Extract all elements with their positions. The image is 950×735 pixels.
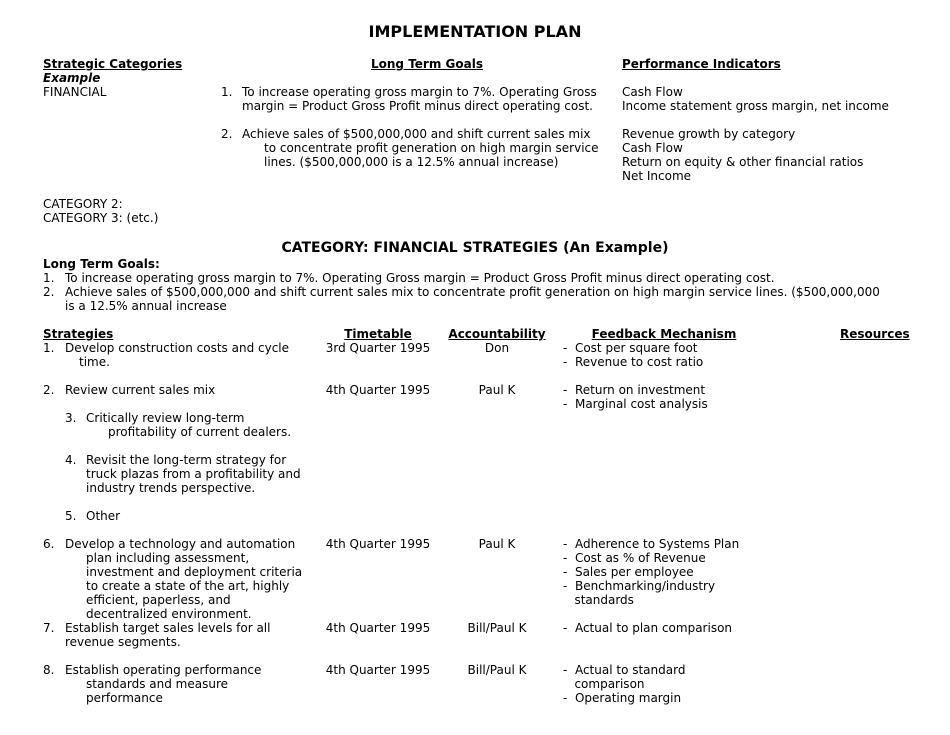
strategy-timetable: 4th Quarter 1995 [325,663,431,677]
strategy-number: 1. [43,341,55,355]
strategy-text-line: decentralized environment. [86,607,252,621]
strategy-timetable: 4th Quarter 1995 [325,383,431,397]
goal-text-line: to concentrate profit generation on high margin service [264,141,599,155]
feedback-item: - Marginal cost analysis [563,397,708,411]
col-header-resources: Resources [840,327,910,341]
feedback-item: - Actual to standard [563,663,686,677]
strategy-accountability: Don [484,341,510,355]
header-long-term-goals: Long Term Goals [371,57,483,71]
strategy-text-line: standards and measure [86,677,229,691]
col-header-strategies: Strategies [43,327,114,341]
strategy-number: 8. [43,663,55,677]
category-title: CATEGORY: FINANCIAL STRATEGIES (An Example) [281,240,669,256]
strategy-text-line: time. [79,355,110,369]
strategy-text-line: plan including assessment, [86,551,250,565]
strategy-text-line: Review current sales mix [65,383,216,397]
strategy-text-line: Establish operating performance [65,663,262,677]
indicator-item: Cash Flow [622,141,683,155]
strategy-timetable: 3rd Quarter 1995 [325,341,431,355]
feedback-item: - Cost per square foot [563,341,698,355]
col-header-feedback: Feedback Mechanism [591,327,737,341]
feedback-item: - Actual to plan comparison [563,621,733,635]
strategy-text-line: Revisit the long-term strategy for [86,453,287,467]
col-header-timetable: Timetable [344,327,412,341]
goal-text-line: To increase operating gross margin to 7%. Operating Gross [242,85,597,99]
strategy-number: 7. [43,621,55,635]
strategy-text-line: investment and deployment criteria [86,565,303,579]
strategy-text-line: Critically review long-term [86,411,245,425]
strategy-accountability: Paul K [478,537,516,551]
feedback-item: comparison [563,677,645,691]
feedback-item: - Cost as % of Revenue [563,551,706,565]
goal-text-line: lines. ($500,000,000 is a 12.5% annual increase) [264,155,559,169]
ltg-text-line: To increase operating gross margin to 7%. Operating Gross margin = Product Gross Profit minus direct operating cost. [65,271,775,285]
feedback-item: - Benchmarking/industry [563,579,716,593]
feedback-item: standards [563,593,634,607]
strategy-text-line: industry trends perspective. [86,481,256,495]
indicator-item: Return on equity & other financial ratios [622,155,864,169]
page-title: IMPLEMENTATION PLAN [368,22,582,41]
goal-number: 2. [221,127,233,141]
strategy-text-line: efficient, paperless, and [86,593,231,607]
strategy-timetable: 4th Quarter 1995 [325,621,431,635]
col-header-accountability: Accountability [448,327,546,341]
indicator-item: Income statement gross margin, net income [622,99,889,113]
strategy-text-line: Develop a technology and automation [65,537,296,551]
feedback-item: - Return on investment [563,383,706,397]
feedback-item: - Revenue to cost ratio [563,355,704,369]
strategy-number: 4. [65,453,77,467]
indicator-item: Net Income [622,169,692,183]
long-term-goals-label: Long Term Goals: [43,257,160,271]
strategy-accountability: Bill/Paul K [467,663,527,677]
strategy-text-line: revenue segments. [65,635,181,649]
ltg-number: 2. [43,285,55,299]
goal-number: 1. [221,85,233,99]
strategy-accountability: Bill/Paul K [467,621,527,635]
indicator-item: Revenue growth by category [622,127,796,141]
financial-label: FINANCIAL [43,85,107,99]
goal-text-line: margin = Product Gross Profit minus direct operating cost. [242,99,593,113]
strategy-number: 6. [43,537,55,551]
category-2-label: CATEGORY 2: [43,197,123,211]
feedback-item: - Operating margin [563,691,682,705]
strategy-accountability: Paul K [478,383,516,397]
strategy-text-line: profitability of current dealers. [108,425,292,439]
strategy-text-line: truck plazas from a profitability and [86,467,301,481]
category-3-label: CATEGORY 3: (etc.) [43,211,159,225]
header-performance-indicators: Performance Indicators [622,57,781,71]
strategy-number: 3. [65,411,77,425]
goal-text-line: Achieve sales of $500,000,000 and shift current sales mix [242,127,591,141]
ltg-number: 1. [43,271,55,285]
feedback-item: - Adherence to Systems Plan [563,537,740,551]
header-strategic-categories: Strategic Categories [43,57,183,71]
strategy-text-line: to create a state of the art, highly [86,579,290,593]
ltg-text-line: Achieve sales of $500,000,000 and shift current sales mix to concentrate profit generation on high margin service lines. ($500,000,000 [65,285,880,299]
strategy-number: 2. [43,383,55,397]
strategy-text-line: Develop construction costs and cycle [65,341,290,355]
strategy-number: 5. [65,509,77,523]
example-label: Example [43,71,101,85]
strategy-text-line: Other [86,509,121,523]
feedback-item: - Sales per employee [563,565,694,579]
strategy-text-line: performance [86,691,163,705]
indicator-item: Cash Flow [622,85,683,99]
strategy-text-line: Establish target sales levels for all [65,621,271,635]
ltg-text-line: is a 12.5% annual increase [65,299,227,313]
strategy-timetable: 4th Quarter 1995 [325,537,431,551]
